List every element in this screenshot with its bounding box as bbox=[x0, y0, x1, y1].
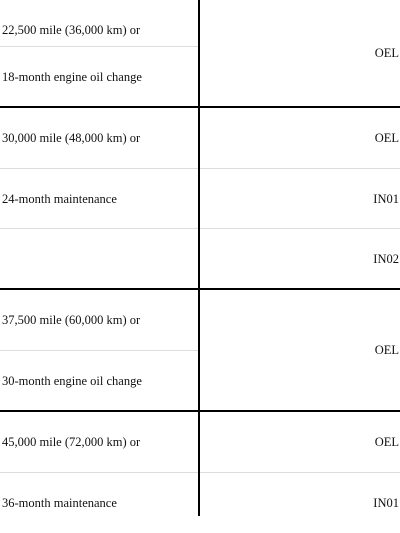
service-code-cell: OEL bbox=[374, 46, 399, 60]
service-code-cell: IN01 bbox=[200, 472, 400, 532]
interval-cell: 45,000 mile (72,000 km) or bbox=[2, 435, 141, 449]
interval-cell: 30-month engine oil change bbox=[0, 350, 198, 410]
interval-cell: 36-month maintenance bbox=[0, 472, 198, 532]
interval-cell bbox=[0, 228, 198, 288]
interval-cell: 37,500 mile (60,000 km) or bbox=[2, 313, 141, 327]
service-code-cell: OEL bbox=[374, 343, 399, 357]
interval-cell: 18-month engine oil change bbox=[0, 46, 198, 106]
service-code-cell: IN01 bbox=[200, 168, 400, 228]
interval-cell: 30,000 mile (48,000 km) or bbox=[2, 131, 141, 145]
service-code-cell: IN02 bbox=[200, 228, 400, 288]
interval-cell: 24-month maintenance bbox=[0, 168, 198, 228]
interval-cell: 22,500 mile (36,000 km) or bbox=[2, 23, 141, 37]
service-code-cell: OEL bbox=[374, 435, 399, 449]
service-code-cell: OEL bbox=[374, 131, 399, 145]
